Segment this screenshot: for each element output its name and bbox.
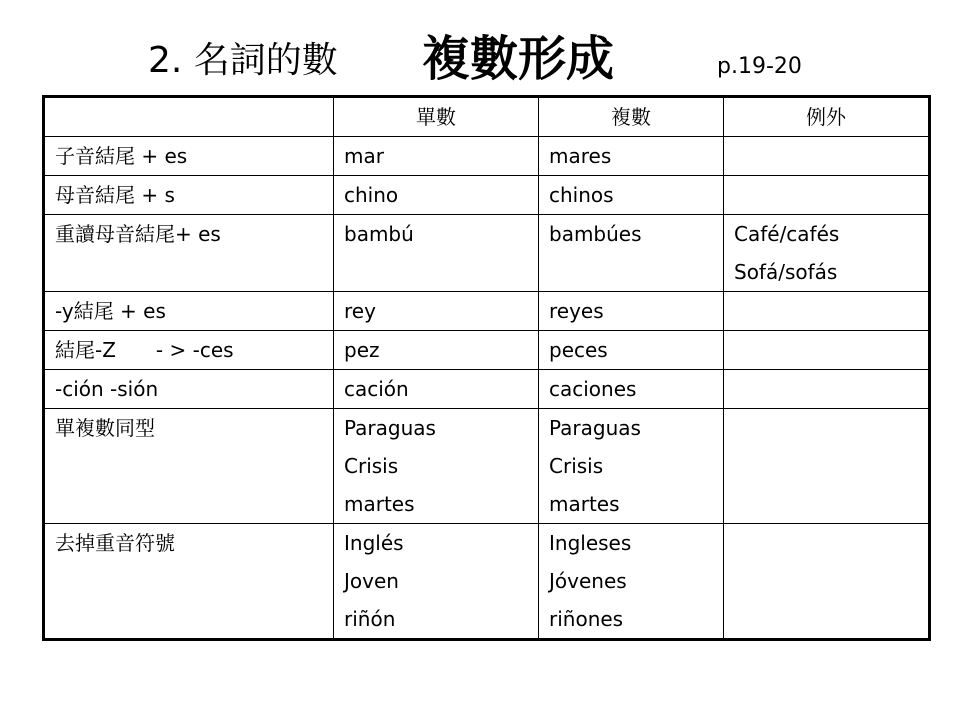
singular-cell xyxy=(334,409,539,524)
plural-cell xyxy=(539,176,724,215)
header-cell-exception: 例外 xyxy=(724,97,930,137)
plural-word: Ingleses xyxy=(549,531,632,555)
plural-word: Paraguas xyxy=(549,416,641,440)
plural-cell xyxy=(539,524,724,640)
plural-word: Jóvenes xyxy=(549,569,627,593)
rule-cell xyxy=(44,176,334,215)
singular-word: riñón xyxy=(344,607,396,631)
exception-word: Café/cafés xyxy=(734,222,840,246)
plural-word: chinos xyxy=(549,183,614,207)
exception-cell xyxy=(724,409,930,524)
rule-cell xyxy=(44,409,334,524)
singular-cell xyxy=(334,370,539,409)
title-highlight: 複數形成 xyxy=(422,31,615,87)
header-cell-singular: 單數 xyxy=(334,97,539,137)
table-row xyxy=(44,331,930,370)
singular-word: rey xyxy=(344,299,376,323)
singular-cell xyxy=(334,176,539,215)
rule-text: 單複數同型 xyxy=(55,416,155,440)
plural-word: riñones xyxy=(549,607,624,631)
slide-title xyxy=(0,20,960,90)
exception-cell xyxy=(724,292,930,331)
empty-line xyxy=(734,137,928,175)
rule-cell xyxy=(44,370,334,409)
plural-cell xyxy=(539,370,724,409)
singular-word: martes xyxy=(344,492,415,516)
table-row xyxy=(44,137,930,176)
singular-word: mar xyxy=(344,144,384,168)
empty-line xyxy=(734,292,928,330)
rule-text: 母音結尾 + s xyxy=(55,183,175,207)
rule-cell xyxy=(44,331,334,370)
table-row xyxy=(44,524,930,640)
plural-word: bambúes xyxy=(549,222,642,246)
header-cell-plural: 複數 xyxy=(539,97,724,137)
table-row xyxy=(44,409,930,524)
page-reference: p.19-20 xyxy=(717,54,802,79)
singular-word: Paraguas xyxy=(344,416,436,440)
singular-cell xyxy=(334,292,539,331)
singular-word: Joven xyxy=(344,569,399,593)
rule-text: 子音結尾 + es xyxy=(55,144,188,168)
table-row xyxy=(44,292,930,331)
singular-cell xyxy=(334,524,539,640)
singular-cell xyxy=(334,331,539,370)
singular-word: pez xyxy=(344,338,380,362)
empty-line xyxy=(734,176,928,214)
singular-word: Crisis xyxy=(344,454,399,478)
title-main: 2. 名詞的數 xyxy=(148,40,338,81)
rule-cell xyxy=(44,137,334,176)
empty-line xyxy=(734,331,928,369)
rule-text: -ción -sión xyxy=(55,377,159,401)
singular-cell xyxy=(334,215,539,292)
exception-word: Sofá/sofás xyxy=(734,260,838,284)
singular-word: chino xyxy=(344,183,399,207)
plural-cell xyxy=(539,409,724,524)
rule-cell xyxy=(44,215,334,292)
rule-text: -y結尾 + es xyxy=(55,299,166,323)
exception-cell xyxy=(724,215,930,292)
plural-cell xyxy=(539,292,724,331)
plural-word: reyes xyxy=(549,299,604,323)
singular-word: bambú xyxy=(344,222,414,246)
plural-rules-table xyxy=(42,95,931,641)
singular-word: cación xyxy=(344,377,409,401)
plural-cell xyxy=(539,137,724,176)
plural-word: mares xyxy=(549,144,612,168)
exception-cell xyxy=(724,137,930,176)
plural-cell xyxy=(539,215,724,292)
singular-cell xyxy=(334,137,539,176)
rule-text: 結尾-Z - > -ces xyxy=(55,338,234,362)
empty-line xyxy=(734,409,928,447)
exception-cell xyxy=(724,524,930,640)
singular-word: Inglés xyxy=(344,531,404,555)
rule-text: 去掉重音符號 xyxy=(55,531,175,555)
rule-cell xyxy=(44,524,334,640)
rule-text: 重讀母音結尾+ es xyxy=(55,222,221,246)
header-cell-rule xyxy=(44,97,334,137)
empty-line xyxy=(734,524,928,562)
plural-cell xyxy=(539,331,724,370)
exception-cell xyxy=(724,176,930,215)
empty-line xyxy=(734,370,928,408)
plural-word: peces xyxy=(549,338,608,362)
exception-cell xyxy=(724,370,930,409)
plural-word: Crisis xyxy=(549,454,604,478)
plural-word: martes xyxy=(549,492,620,516)
table-row xyxy=(44,176,930,215)
exception-cell xyxy=(724,331,930,370)
table-header-row xyxy=(44,97,930,137)
table-row xyxy=(44,215,930,292)
table-row xyxy=(44,370,930,409)
rule-cell xyxy=(44,292,334,331)
plural-word: caciones xyxy=(549,377,637,401)
